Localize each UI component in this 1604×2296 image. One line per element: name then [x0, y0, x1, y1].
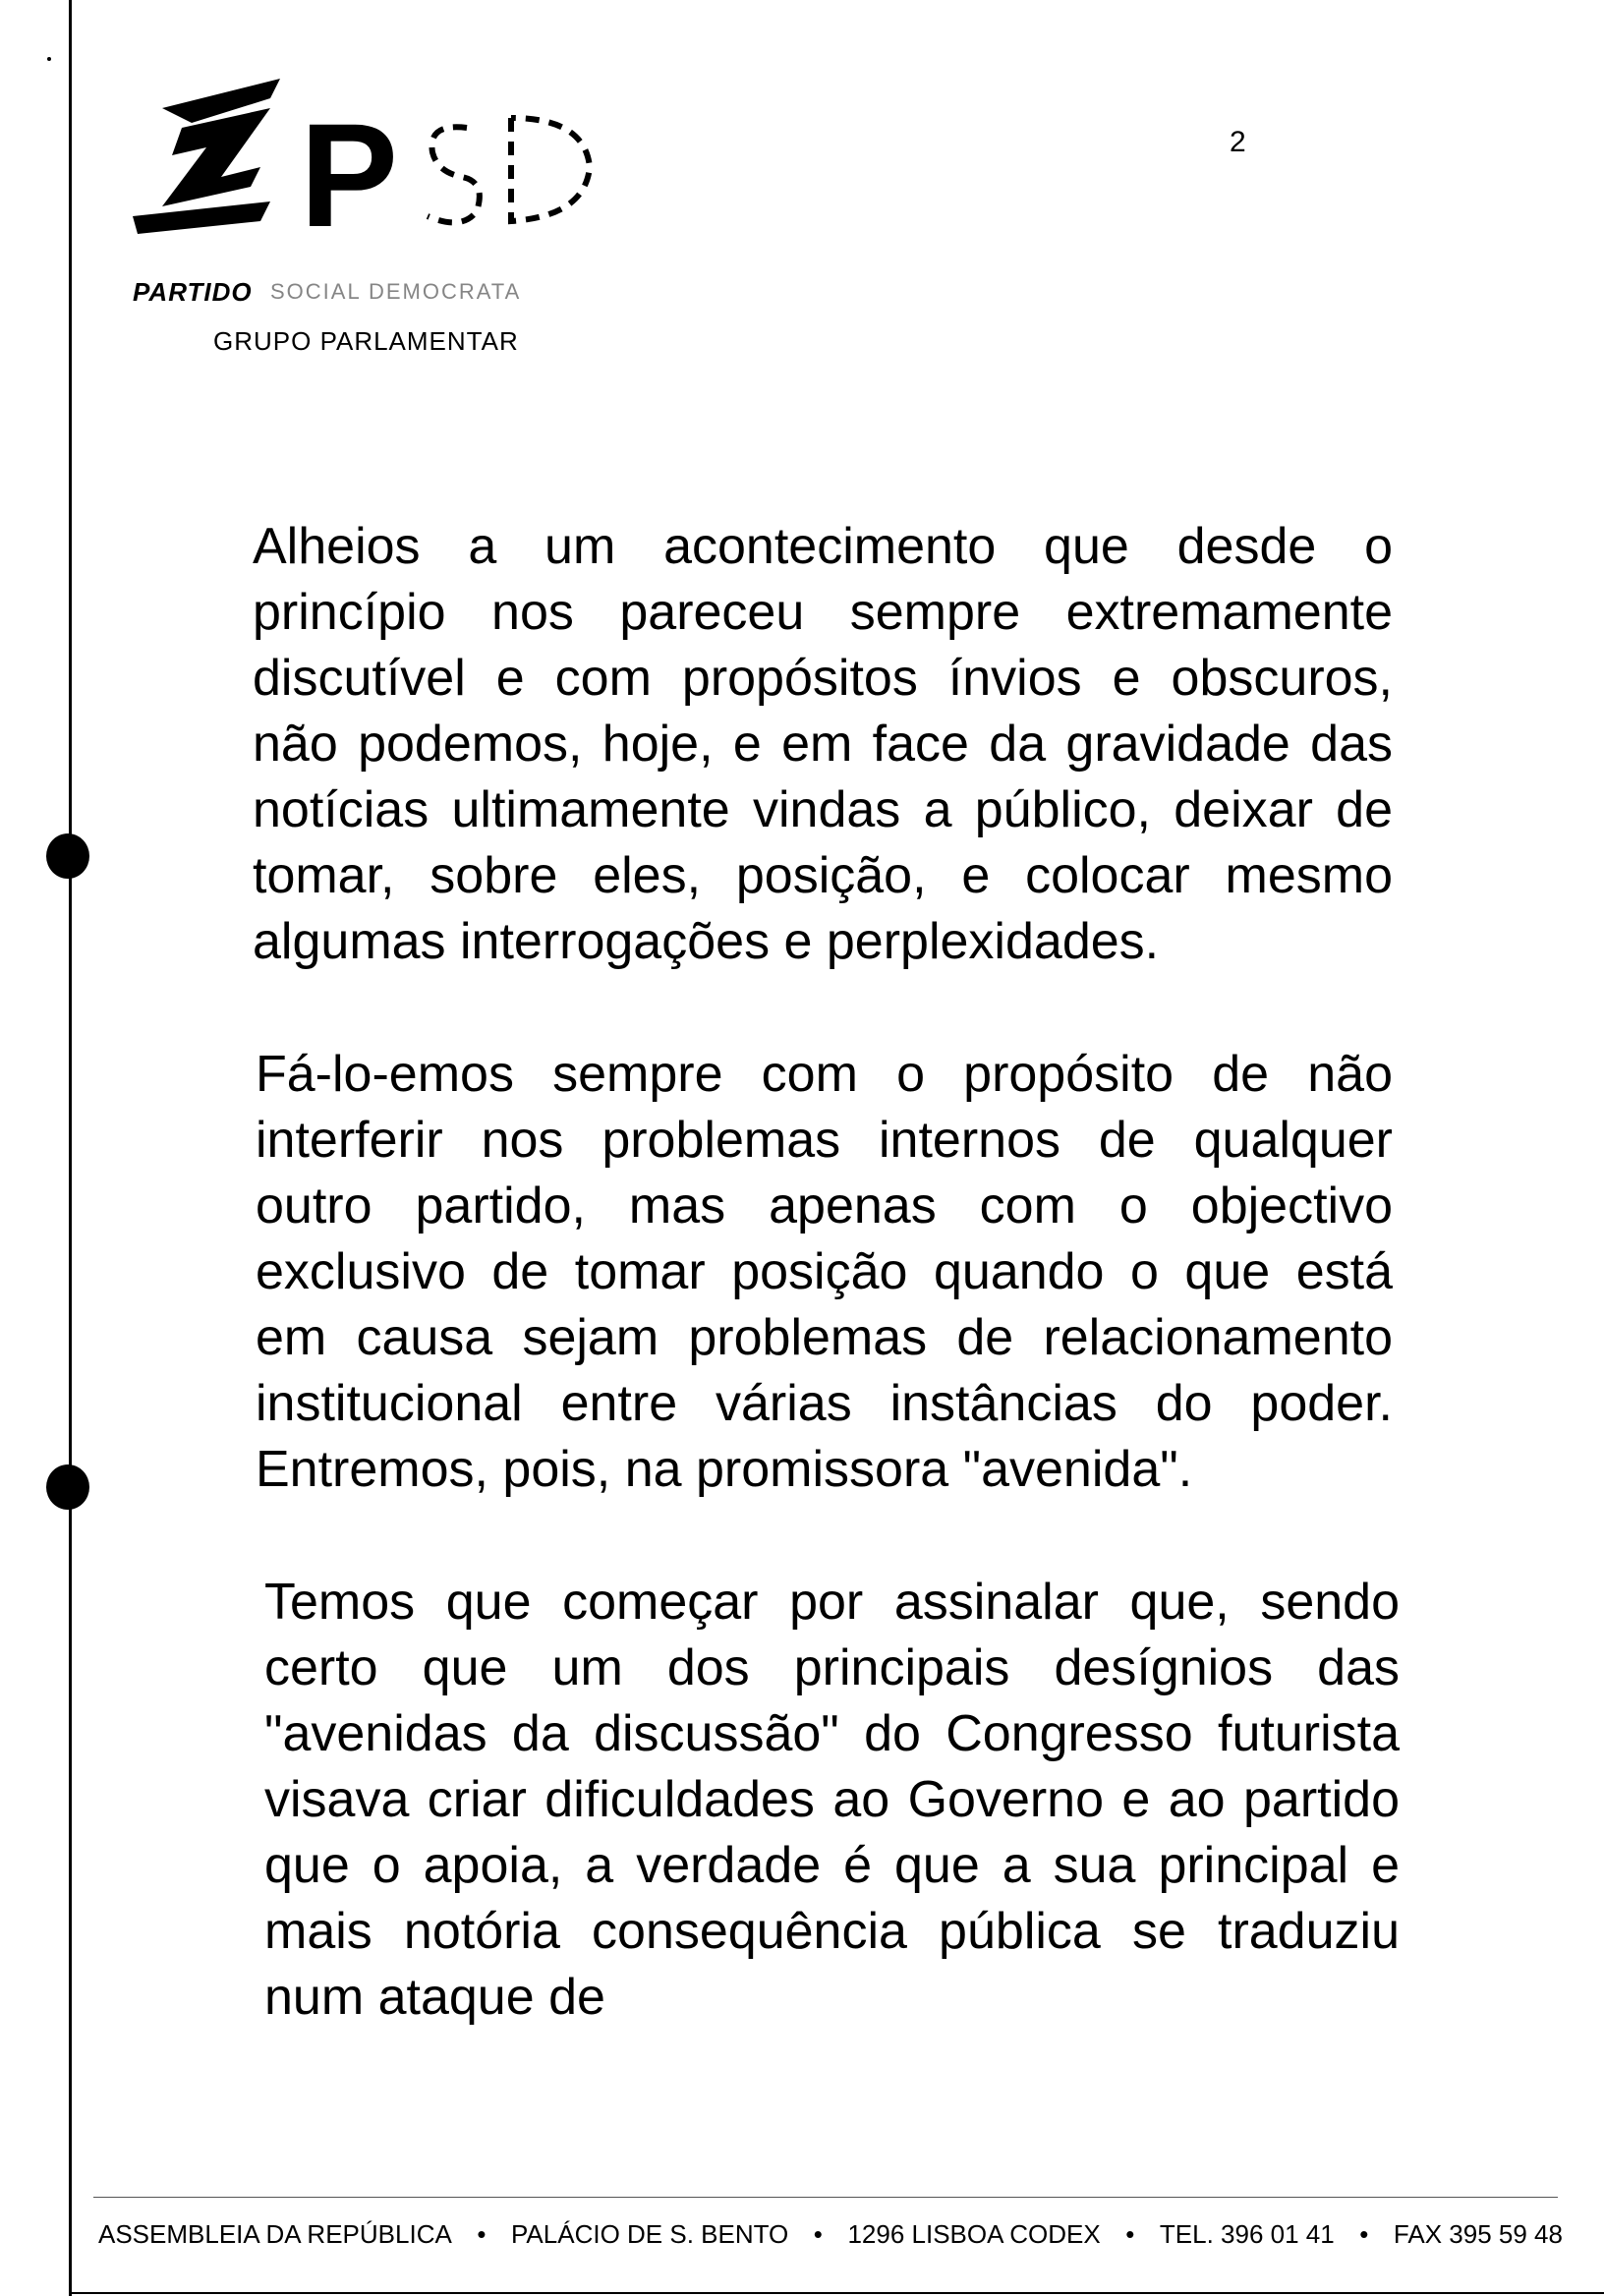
footer-institution: ASSEMBLEIA DA REPÚBLICA	[98, 2219, 452, 2249]
footer-divider	[93, 2197, 1558, 2198]
logo-letter-p: P	[300, 92, 399, 258]
page-number: 2	[1230, 126, 1246, 158]
psd-logo	[123, 69, 634, 364]
footer-fax: FAX 395 59 48	[1393, 2219, 1563, 2249]
paragraph-2: Fá-lo-emos sempre com o propósito de não interferir nos problemas internos de qualquer outro partido, mas apenas com o objectivo exclusivo de tomar posição quando o que está em causa sejam problemas de relacionamento institucional entre várias instâncias do poder. Entremos, pois, na promissora "avenida".	[256, 1046, 1393, 1498]
logo-party-name-faded: SOCIAL DEMOCRATA	[270, 279, 522, 304]
left-margin-rule	[69, 0, 72, 2296]
document-body	[253, 514, 1400, 2097]
paragraph-1: Alheios a um acontecimento que desde o princípio nos pareceu sempre extremamente discutível e com propósitos ínvios e obscuros, não podemos, hoje, e em face da gravidade das notícias ultimamente vindas a público, deixar de tomar, sobre eles, posição, e colocar mesmo algumas interrogações e perplexidades.	[253, 518, 1393, 970]
footer-separator: •	[813, 2219, 823, 2249]
paragraph-3: Temos que começar por assinalar que, sendo certo que um dos principais desígnios das "avenidas da discussão" do Congresso futurista visava criar dificuldades ao Governo e ao partido que o apoia, a verdade é que a sua principal e mais notória consequência pública se traduziu num ataque de	[264, 1574, 1400, 2026]
bottom-edge-rule	[69, 2292, 1604, 2294]
scan-speck	[47, 57, 51, 61]
punch-hole-top	[46, 833, 89, 879]
punch-hole-bottom	[46, 1464, 89, 1510]
footer-palace: PALÁCIO DE S. BENTO	[511, 2219, 789, 2249]
footer-separator: •	[1359, 2219, 1369, 2249]
logo-grupo-parlamentar: GRUPO PARLAMENTAR	[213, 326, 519, 356]
footer-address-line: 1296 LISBOA CODEX	[847, 2219, 1101, 2249]
footer-address	[98, 2219, 1563, 2250]
footer-separator: •	[1125, 2219, 1135, 2249]
footer-phone: TEL. 396 01 41	[1159, 2219, 1335, 2249]
logo-partido-label: PARTIDO	[133, 277, 253, 307]
footer-separator: •	[477, 2219, 487, 2249]
psd-logo-mark-icon	[123, 69, 634, 275]
